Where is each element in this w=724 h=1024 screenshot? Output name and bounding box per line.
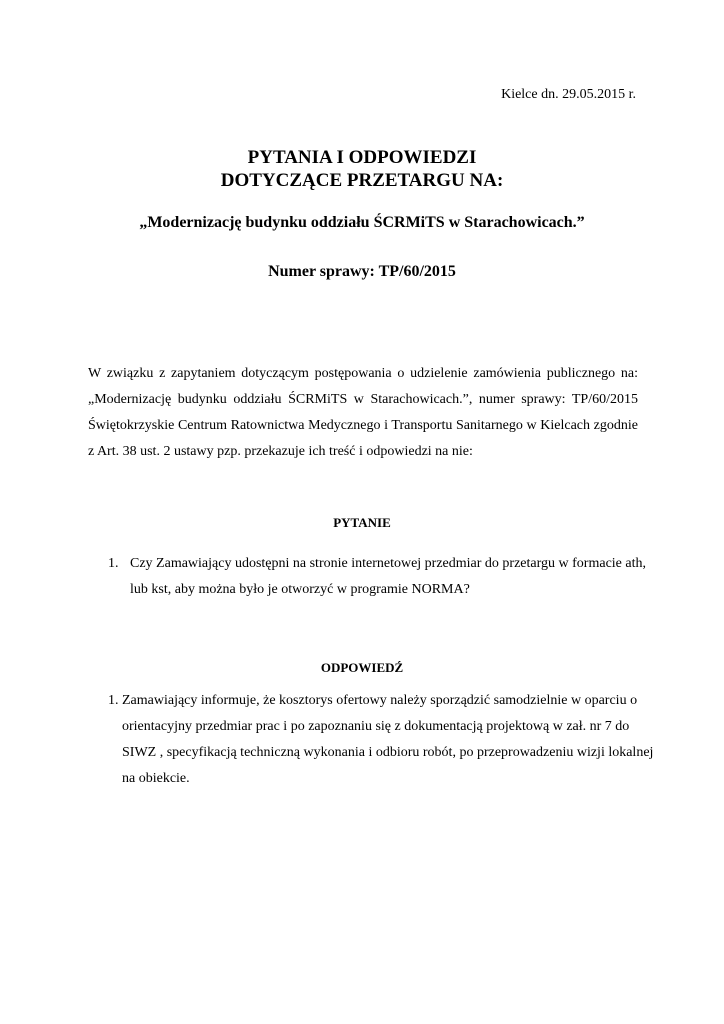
intro-paragraph: W związku z zapytaniem dotyczącym postępowania o udzielenie zamówienia publicznego na: „Modernizację budynku oddziału ŚCRMiTS w Starachowicach.”, numer sprawy: TP/60/2015 Świętokrzyskie Centrum Ratownictwa Medycznego i Transportu Sanitarnego w Kielcach zgodnie z Art. 38 ust. 2 ustawy pzp. przekazuje ich treść i odpowiedzi na nie: (88, 366, 638, 459)
question-line-2: lub kst, aby można było je otworzyć w programie NORMA? (130, 582, 470, 597)
tender-subject: „Modernizację budynku oddziału ŚCRMiTS w Starachowicach.” (139, 214, 585, 231)
answer-line-1 (108, 688, 644, 714)
case-number: Numer sprawy: TP/60/2015 (268, 263, 456, 280)
document-date: Kielce dn. 29.05.2015 r. (501, 87, 636, 102)
title-line-1: PYTANIA I ODPOWIEDZI (247, 147, 477, 168)
answer-heading: ODPOWIEDŹ (320, 660, 404, 675)
answer-number: 1. (108, 693, 119, 708)
question-text-1: Czy Zamawiający udostępni na stronie internetowej przedmiar do przetargu w formacie ath, (130, 556, 646, 571)
answer-line-2: orientacyjny przedmiar prac i po zapoznaniu się z dokumentacją projektową w zał. nr 7 do (122, 719, 630, 734)
answer-item (108, 688, 654, 792)
question-line-1 (108, 551, 648, 577)
answer-line-4: na obiekcie. (122, 771, 190, 786)
question-item (108, 551, 648, 603)
answer-line-3: SIWZ , specyfikacją techniczną wykonania i odbioru robót, po przeprowadzeniu wizji lokalnej (122, 745, 654, 760)
question-heading: PYTANIE (333, 515, 391, 530)
answer-text-1: Zamawiający informuje, że kosztorys ofertowy należy sporządzić samodzielnie w oparciu o (122, 693, 638, 708)
question-number: 1. (108, 556, 119, 571)
title-line-2: DOTYCZĄCE PRZETARGU NA: (220, 170, 504, 191)
document-title (0, 146, 724, 192)
